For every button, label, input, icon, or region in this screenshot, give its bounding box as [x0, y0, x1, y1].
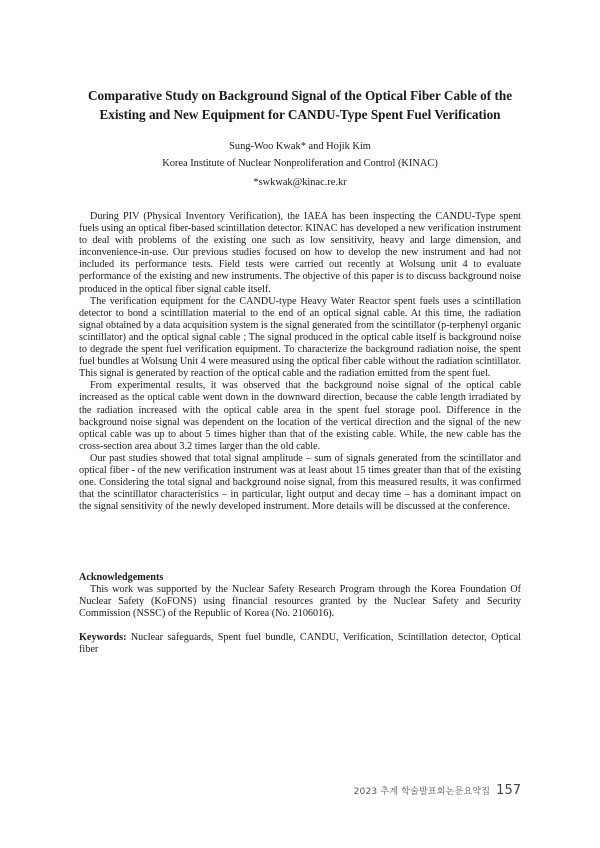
page-number: 157 — [496, 783, 521, 798]
paper-authors: Sung-Woo Kwak* and Hojik Kim — [229, 141, 371, 152]
keywords-label: Keywords: — [79, 632, 127, 643]
paper-title — [60, 86, 540, 124]
paper-affiliation: Korea Institute of Nuclear Nonproliferation and Control (KINAC) — [162, 158, 438, 169]
abstract-paragraph-2: The verification equipment for the CANDU-type Heavy Water Reactor spent fuels uses a scintillation detector to bond a scintillation material to the end of an optical signal cable. At this time, the radiation signal obtained by a data acquisition system is the signal generated from the scintillator (p-terphenyl organic scintillator) and the optical signal cable ; The signal produced in the optical cable itself is background noise to degrade the spent fuel verification equipment. To characterize the background radiation noise, the spent fuel bundles at Wolsung Unit 4 were measured using the optical fiber cable without the radiation scintillator. This signal is generated by reaction of the optical cable and the radiation emitted from the spent fuel. — [79, 295, 521, 380]
abstract-paragraph-4: Our past studies showed that total signal amplitude – sum of signals generated from the scintillator and optical fiber - of the new verification instrument was at least about 15 times greater than that of the existing one. Considering the total signal and background noise signal, from this measured results, it was confirmed that the scintillator characteristics – in particular, light output and decay time – has a dominant impact on the signal sensitivity of the newly developed instrument. More details will be discussed at the conference. — [79, 452, 521, 513]
abstract-body — [79, 211, 521, 513]
author-email: *swkwak@kinac.re.kr — [253, 177, 347, 188]
acknowledgements-text: This work was supported by the Nuclear Safety Research Program through the Korea Foundation Of Nuclear Safety (KoFONS) using financial resources granted by the Nuclear Safety and Security Commission (NSSC) of the Republic of Korea (No. 2106016). — [79, 584, 521, 620]
keywords — [79, 632, 521, 656]
page-footer — [354, 780, 521, 799]
paper-title-line-2: Existing and New Equipment for CANDU-Type Spent Fuel Verification — [99, 107, 501, 122]
paper-title-line-1: Comparative Study on Background Signal of the Optical Fiber Cable of the — [87, 88, 513, 103]
abstract-paragraph-3: From experimental results, it was observed that the background noise signal of the optical cable increased as the optical cable went down in the downward direction, because the cable length irradiated by the radiation increased with the optical cable area in the spent fuel storage pool. Difference in the background noise signal was dependent on the location of the vertical direction and the signal of the new optical cable was up to about 5 times higher than that of the existing cable. While, the new cable has the cross-section area about 3.2 times larger than the old cable. — [79, 380, 521, 452]
proceedings-title: 2023 추계 학술발표회논문요약집 — [353, 787, 491, 797]
acknowledgements-heading: Acknowledgements — [79, 572, 164, 583]
abstract-paragraph-1: During PIV (Physical Inventory Verification), the IAEA has been inspecting the CANDU-Type spent fuels using an optical fiber-based scintillation detector. KINAC has developed a new verification instrument to deal with problems of the existing one such as low sensitivity, heavy and large dimension, and inconvenience-in-use. Our previous studies focused on how to develop the new instrument and had not included its performance tests. Field tests were carried out recently at Wolsung unit 4 to evaluate performance of the existing and new instruments. The objective of this paper is to discuss background noise produced in the optical fiber signal cable itself. — [79, 211, 521, 295]
keywords-list: Nuclear safeguards, Spent fuel bundle, CANDU, Verification, Scintillation detector, Optical fiber — [79, 632, 521, 656]
